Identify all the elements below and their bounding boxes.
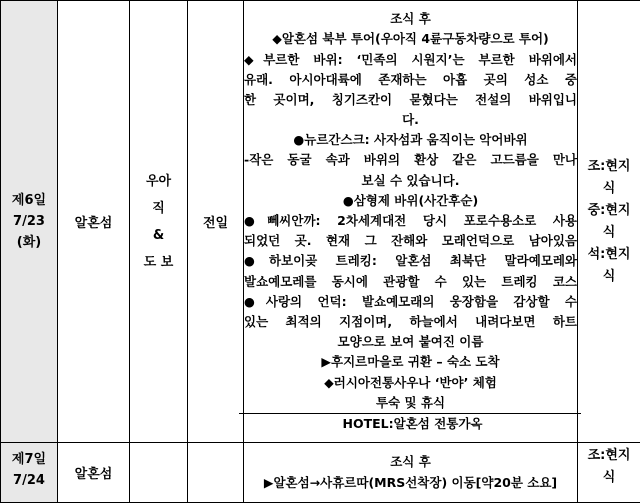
meal-line: 중:현지	[578, 200, 640, 222]
schedule-line: 한 곳이며, 칭기즈칸이 묻혔다는 전설의 바위입니	[244, 90, 577, 110]
transport-line: 직	[130, 195, 187, 222]
schedule-line: 있는 최적의 지점이며, 하늘에서 내려다보면 하트	[244, 312, 577, 332]
transport-line: 우아	[130, 168, 187, 195]
city-cell: 알혼섬	[58, 443, 130, 503]
city-cell: 알혼섬	[58, 1, 130, 443]
meal-line: 조:현지	[578, 156, 640, 178]
schedule-line: ●뉴르간스크: 사자섬과 움직이는 악어바위	[244, 130, 577, 150]
schedule-line: 조식 후	[244, 452, 577, 472]
meal-line: 식	[578, 266, 640, 288]
meal-line: 식	[578, 178, 640, 200]
schedule-line: 보실 수 있습니다.	[244, 171, 577, 191]
itinerary-row-day6	[1, 1, 640, 443]
schedule-line: ●삼형제 바위(사간후순)	[244, 191, 577, 211]
itinerary-row-day7	[1, 443, 640, 503]
meal-line: 조:현지	[578, 445, 640, 467]
schedule-line: ▶후지르마을로 귀환 – 숙소 도착	[244, 352, 577, 372]
meal-line: 석:현지	[578, 244, 640, 266]
schedule-cell	[244, 443, 578, 503]
schedule-line: 모양으로 보여 붙여진 이름	[244, 332, 577, 352]
transport-line: 도 보	[130, 249, 187, 276]
day-cell	[1, 443, 58, 503]
time-cell	[188, 443, 244, 503]
schedule-line: ▶알혼섬→사휴르따(MRS선착장) 이동[약20분 소요]	[244, 473, 577, 493]
schedule-line: ◆부르한 바위: ‘민족의 시원지’는 부르한 바위에서	[244, 50, 577, 70]
schedule-line: 되었던 곳. 현재 그 잔해와 모래언덕으로 남아있음	[244, 231, 577, 251]
meals-cell	[578, 443, 640, 503]
meal-line: 식	[578, 222, 640, 244]
schedule-line: ●뻬씨안까: 2차세계대전 당시 포로수용소로 사용	[244, 211, 577, 231]
schedule-line: 조식 후	[244, 9, 577, 29]
meal-line: 식	[578, 467, 640, 489]
schedule-line: ●하보이곶 트레킹: 알혼섬 최북단 말라예모레와	[244, 251, 577, 271]
schedule-line: -작은 동굴 속과 바위의 환상 같은 고드름을 만나	[244, 150, 577, 170]
schedule-line: 투숙 및 휴식	[244, 393, 577, 413]
time-cell: 전일	[188, 1, 244, 443]
day-label: 제6일	[1, 190, 57, 211]
weekday-label: (화)	[1, 232, 57, 253]
hotel-line: HOTEL:알혼섬 전통가옥	[239, 413, 581, 434]
schedule-line: ●사랑의 언덕: 발쇼예모래의 웅장함을 감상할 수	[244, 292, 577, 312]
transport-line: &	[130, 222, 187, 249]
schedule-line: 다.	[244, 110, 577, 130]
date-label: 7/23	[1, 211, 57, 232]
schedule-line: 발쇼예모레를 동시에 관광할 수 있는 트레킹 코스	[244, 272, 577, 292]
day-label: 제7일	[1, 449, 57, 470]
schedule-line: 유래. 아시아대륙에 존재하는 아홉 곳의 성소 중	[244, 70, 577, 90]
meals-cell	[578, 1, 640, 443]
schedule-line: ◆알혼섬 북부 투어(우아직 4륜구동차량으로 투어)	[244, 29, 577, 49]
schedule-cell	[244, 1, 578, 443]
schedule-line: ◆러시아전통사우나 ‘반야’ 체험	[244, 373, 577, 393]
day-cell	[1, 1, 58, 443]
transport-cell	[130, 1, 188, 443]
date-label: 7/24	[1, 470, 57, 491]
transport-cell	[130, 443, 188, 503]
